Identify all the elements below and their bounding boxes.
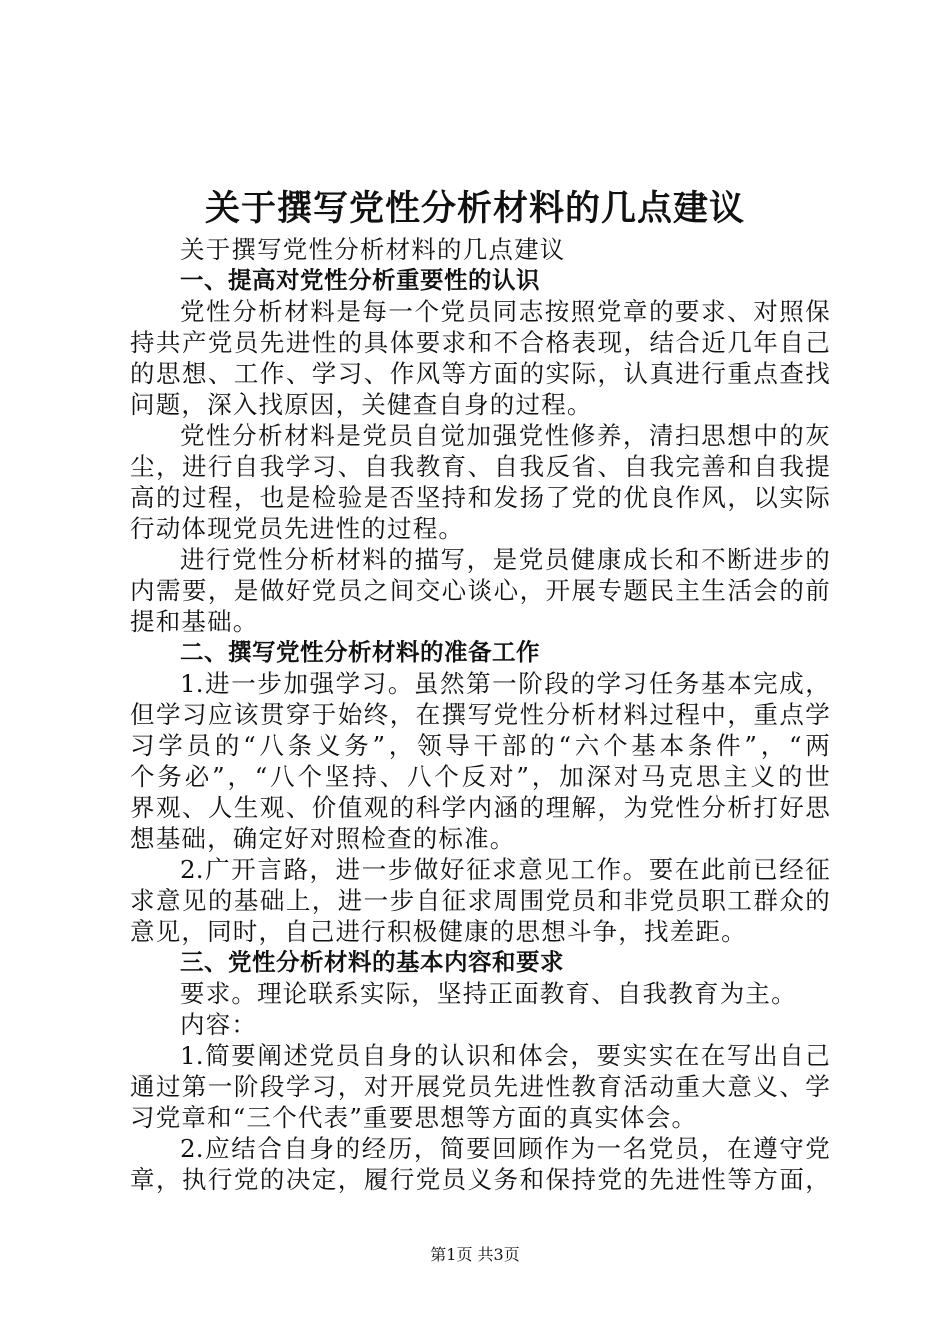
text-line: 要求。理论联系实际，坚持正面教育、自我教育为主。 xyxy=(180,979,797,1008)
page-footer: 第1页 共3页 xyxy=(430,1245,520,1264)
section-heading: 三、党性分析材料的基本内容和要求 xyxy=(180,948,564,976)
text-line: 持共产党员先进性的具体要求和不合格表现，结合近几年自己 xyxy=(130,328,830,357)
text-line: 党性分析材料是党员自觉加强党性修养，清扫思想中的灰 xyxy=(180,421,830,450)
text-line: 内容： xyxy=(180,1010,258,1039)
text-line: 但学习应该贯穿于始终，在撰写党性分析材料过程中，重点学 xyxy=(130,700,830,729)
text-line: 提和基础。 xyxy=(130,607,259,636)
document-body xyxy=(130,234,830,1195)
section-heading: 一、提高对党性分析重要性的认识 xyxy=(180,266,540,294)
text-line: 的思想、工作、学习、作风等方面的实际，认真进行重点查找 xyxy=(130,359,830,388)
text-line: 个务必”，“八个坚持、八个反对”，加深对马克思主义的世 xyxy=(130,762,830,791)
text-line: 2.应结合自身的经历，简要回顾作为一名党员，在遵守党 xyxy=(180,1134,830,1163)
document-title: 关于撰写党性分析材料的几点建议 xyxy=(204,189,745,229)
text-line: 关于撰写党性分析材料的几点建议 xyxy=(180,235,566,264)
text-line: 章，执行党的决定，履行党员义务和保持党的先进性等方面， xyxy=(130,1165,830,1194)
text-line: 行动体现党员先进性的过程。 xyxy=(130,514,465,543)
section-heading: 二、撰写党性分析材料的准备工作 xyxy=(180,638,540,666)
text-line: 尘，进行自我学习、自我教育、自我反省、自我完善和自我提 xyxy=(130,452,830,481)
text-line: 求意见的基础上，进一步自征求周围党员和非党员职工群众的 xyxy=(130,886,830,915)
text-line: 想基础，确定好对照检查的标准。 xyxy=(130,824,516,853)
text-line: 2.广开言路，进一步做好征求意见工作。要在此前已经征 xyxy=(180,855,830,884)
text-line: 党性分析材料是每一个党员同志按照党章的要求、对照保 xyxy=(180,297,830,326)
text-line: 1.简要阐述党员自身的认识和体会，要实实在在写出自己 xyxy=(180,1041,830,1070)
text-line: 内需要，是做好党员之间交心谈心，开展专题民主生活会的前 xyxy=(130,576,830,605)
text-line: 习学员的“八条义务”，领导干部的“六个基本条件”，“两 xyxy=(130,731,830,760)
text-line: 界观、人生观、价值观的科学内涵的理解，为党性分析打好思 xyxy=(130,793,830,822)
text-line: 进行党性分析材料的描写，是党员健康成长和不断进步的 xyxy=(180,545,830,574)
text-line: 习党章和“三个代表”重要思想等方面的真实体会。 xyxy=(130,1103,698,1132)
text-line: 高的过程，也是检验是否坚持和发扬了党的优良作风，以实际 xyxy=(130,483,830,512)
text-line: 1.进一步加强学习。虽然第一阶段的学习任务基本完成， xyxy=(180,669,830,698)
text-line: 通过第一阶段学习，对开展党员先进性教育活动重大意义、学 xyxy=(130,1072,830,1101)
text-line: 意见，同时，自己进行积极健康的思想斗争，找差距。 xyxy=(130,917,747,946)
text-line: 问题，深入找原因，关健查自身的过程。 xyxy=(130,390,593,419)
